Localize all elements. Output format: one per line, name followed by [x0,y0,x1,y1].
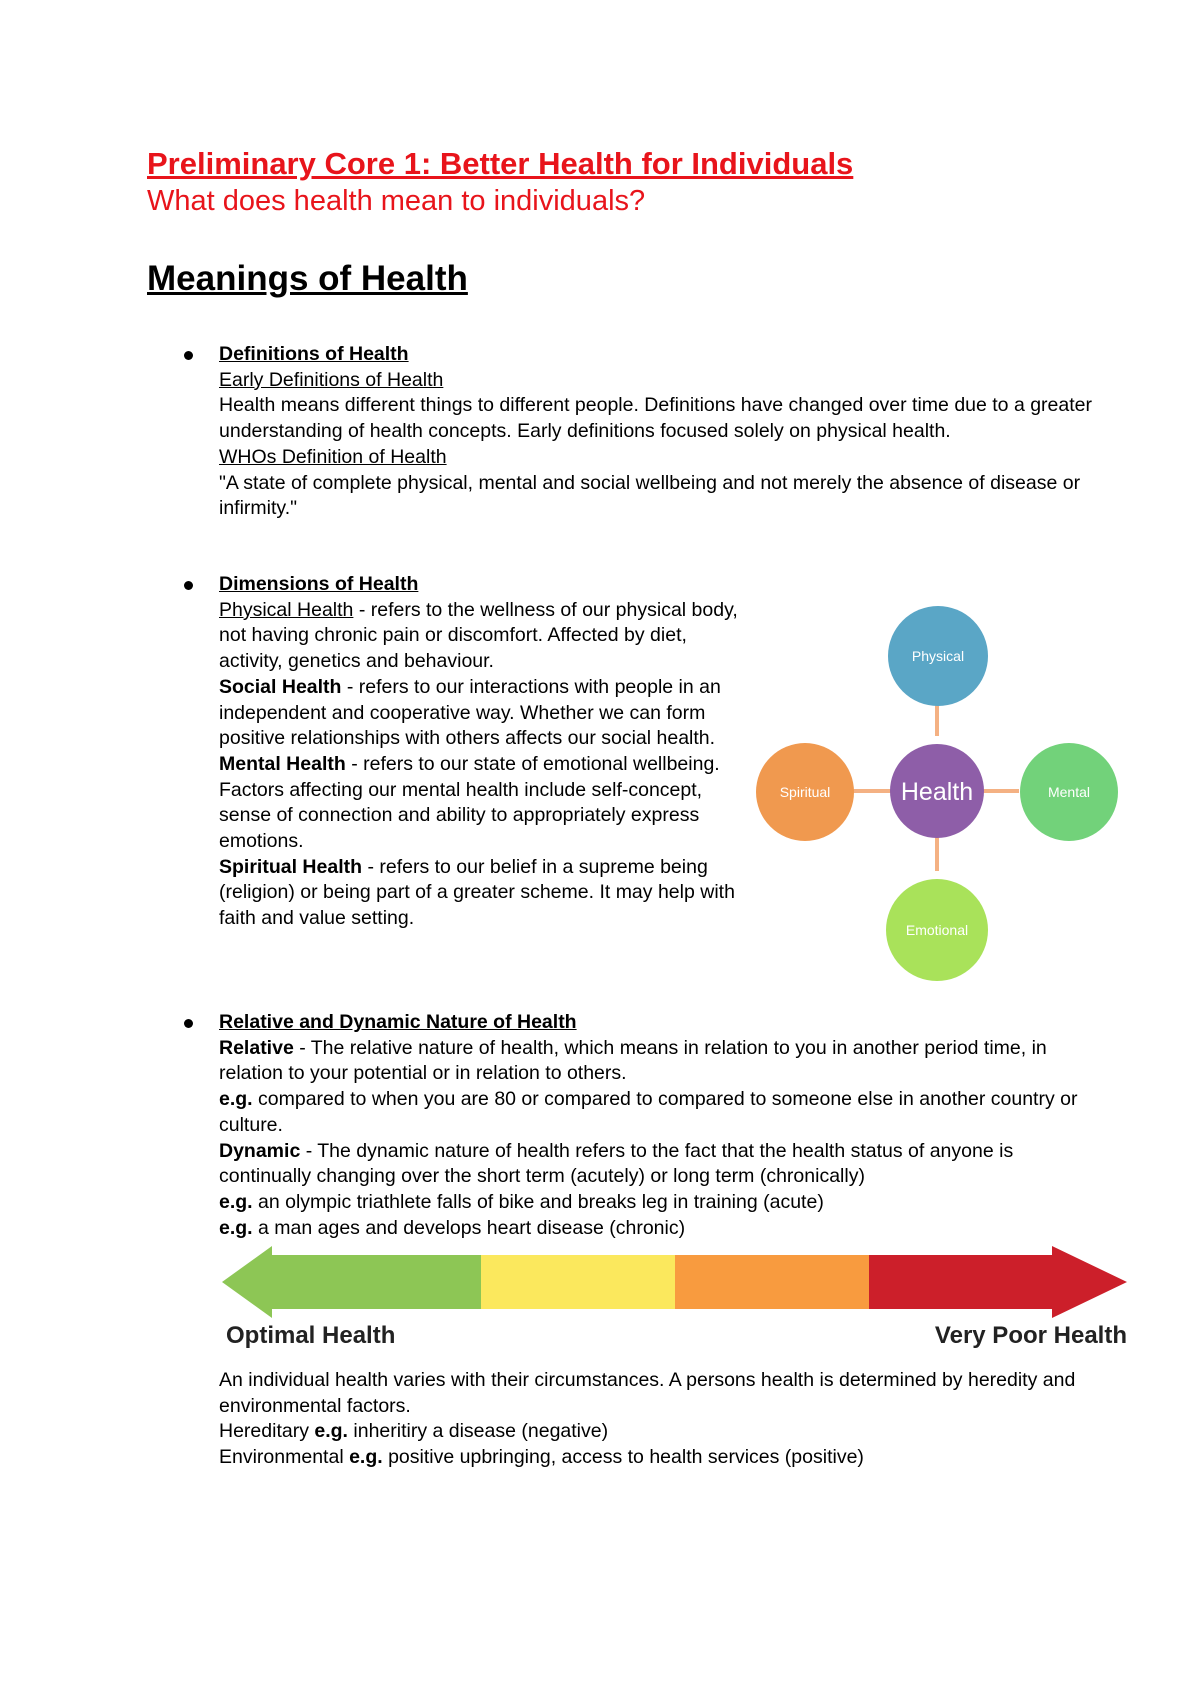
mental-health-text: - refers to our state of emotional wellbeing. Factors affecting our mental health include self-concept, sense of connection and ability to appropriately express emotions. [219,752,720,853]
scale-segment-fair [675,1255,870,1309]
optimal-health-label: Optimal Health [226,1322,396,1349]
physical-label: Physical [911,648,965,664]
dynamic-term: Dynamic [219,1139,301,1162]
spiritual-health-paragraph [219,855,744,932]
relative-dynamic-heading: Relative and Dynamic Nature of Health [219,1011,577,1033]
dynamic-text: - The dynamic nature of health refers to the fact that the health status of anyone is continually changing over the short term (acutely) or long term (chronically) [219,1139,1014,1188]
who-definition-quote: "A state of complete physical, mental and social wellbeing and not merely the absence of disease or infirmity." [219,471,1081,520]
physical-health-paragraph [219,598,744,675]
emotional-label: Emotional [905,922,969,938]
relative-term: Relative [219,1036,294,1059]
bullet-dot [184,1019,193,1028]
definitions-heading: Definitions of Health [219,343,409,365]
social-health-term: Social Health [219,675,342,698]
mental-label: Mental [1047,784,1091,800]
circumstances-text: An individual health varies with their circumstances. A persons health is determined by heredity and environmental factors. [219,1369,1076,1417]
social-health-paragraph [219,675,744,752]
dynamic-example-chronic [219,1216,1099,1242]
relative-text: - The relative nature of health, which means in relation to you in another period time, in relation to your potential or in relation to others. [219,1036,1047,1085]
early-definitions-heading: Early Definitions of Health [219,368,444,391]
chronic-example-text: a man ages and develops heart disease (chronic) [252,1216,686,1239]
early-definitions-text: Health means different things to different people. Definitions have changed over time due to a greater understanding of health concepts. Early definitions focused solely on physical health. [219,394,1092,443]
relative-dynamic-block [219,1010,1099,1241]
hereditary-label: Hereditary [219,1420,309,1443]
eg-label: e.g. [219,1190,253,1213]
eg-label: e.g. [349,1446,383,1469]
scale-segment-good [481,1255,676,1309]
circumstances-block [219,1368,1099,1471]
health-center-label: Health [900,778,974,806]
very-poor-health-label: Very Poor Health [934,1322,1127,1349]
health-dimensions-diagram [755,600,1130,985]
hereditary-text: inheritiry a disease (negative) [347,1420,609,1443]
dynamic-paragraph [219,1139,1099,1190]
mental-health-term: Mental Health [219,752,346,775]
mental-health-paragraph [219,752,744,855]
scale-segment-poor [869,1246,1127,1318]
eg-label: e.g. [219,1088,253,1111]
dimensions-block [219,572,744,932]
relative-paragraph [219,1036,1099,1087]
page-title: Preliminary Core 1: Better Health for Individuals [147,146,854,181]
environmental-line [219,1445,1099,1471]
definitions-block [219,342,1099,522]
who-definition-heading: WHOs Definition of Health [219,445,447,468]
relative-example-text: compared to when you are 80 or compared to compared to someone else in another country or culture. [219,1088,1078,1136]
bullet-dot [184,351,193,360]
section-title: Meanings of Health [147,259,468,298]
hereditary-line [219,1419,1099,1445]
acute-example-text: an olympic triathlete falls of bike and breaks leg in training (acute) [252,1190,824,1213]
page-subtitle: What does health mean to individuals? [147,185,646,217]
physical-health-term: Physical Health [219,598,354,621]
dynamic-example-acute [219,1190,1099,1216]
social-health-text: - refers to our interactions with people in an independent and cooperative way. Whether we can form positive relationships with others affects our social health. [219,675,721,750]
health-continuum-arrow [222,1246,1127,1318]
bullet-dot [184,581,193,590]
dimensions-heading: Dimensions of Health [219,573,419,595]
spiritual-health-text: - refers to our belief in a supreme being (religion) or being part of a greater scheme. It may help with faith and value setting. [219,855,735,930]
spiritual-health-term: Spiritual Health [219,855,363,878]
eg-label: e.g. [219,1216,253,1239]
relative-example [219,1087,1099,1138]
scale-segment-optimal [222,1246,482,1318]
physical-health-text: - refers to the wellness of our physical body, not having chronic pain or discomfort. Affected by diet, activity, genetics and behaviour. [219,598,738,673]
eg-label: e.g. [314,1420,348,1443]
environmental-label: Environmental [219,1446,344,1469]
environmental-text: positive upbringing, access to health services (positive) [382,1446,864,1469]
spiritual-label: Spiritual [779,784,831,800]
